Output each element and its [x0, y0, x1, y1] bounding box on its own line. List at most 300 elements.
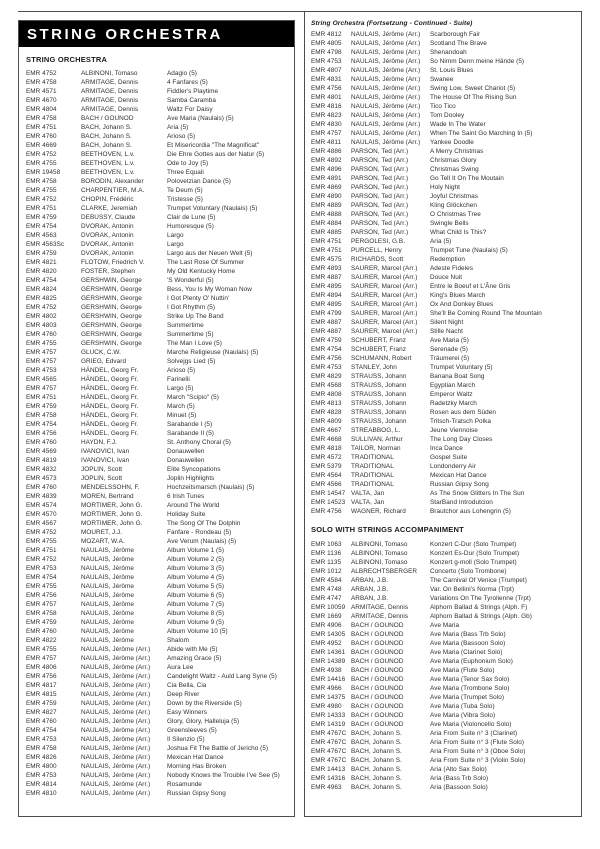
- catalog-code: EMR 4751: [26, 547, 57, 554]
- catalog-code: EMR 4759: [26, 214, 57, 221]
- catalog-composer: NAULAIS, Jérôme (Arr.): [81, 781, 151, 788]
- catalog-row: [311, 657, 578, 666]
- catalog-code: EMR 14333: [311, 712, 346, 719]
- catalog-code: EMR 4887: [311, 274, 342, 281]
- catalog-code: EMR 14547: [311, 490, 346, 497]
- catalog-composer: NAULAIS, Jérôme (Arr.): [351, 67, 421, 74]
- catalog-row: [311, 774, 578, 783]
- catalog-title: Ave Maria (Tenor Sax Solo): [430, 676, 510, 683]
- catalog-title: 6 Irish Tunes: [167, 493, 205, 500]
- catalog-code: EMR 10059: [311, 604, 346, 611]
- catalog-title: Alphorn Ballad & Strings (Alph. F): [430, 604, 528, 611]
- catalog-composer: MOREN, Bertrand: [81, 493, 134, 500]
- catalog-row: [311, 630, 578, 639]
- catalog-composer: NAULAIS, Jérôme (Arr.): [81, 673, 151, 680]
- catalog-title: Fanfare - Rondeau (5): [167, 529, 232, 536]
- catalog-title: Serenade (5): [430, 346, 468, 353]
- catalog-title: Aria (5): [167, 124, 189, 131]
- catalog-composer: SAURER, Marcel (Arr.): [351, 301, 418, 308]
- right-column: [304, 11, 582, 817]
- catalog-row: [311, 594, 578, 603]
- catalog-title: Swing Low, Sweet Chariot (5): [430, 85, 516, 92]
- catalog-row: [311, 30, 578, 39]
- catalog-row: [26, 303, 290, 312]
- catalog-row: [311, 426, 578, 435]
- catalog-composer: BORODIN, Alexander: [81, 178, 144, 185]
- catalog-title: Three Equali: [167, 169, 204, 176]
- catalog-row: [311, 702, 578, 711]
- catalog-title: Ave Maria (Clarinet Solo): [430, 649, 503, 656]
- catalog-composer: DVORAK, Antonin: [81, 241, 134, 248]
- catalog-title: Aria From Suite n° 3 (Violin Solo): [430, 757, 526, 764]
- catalog-title: Ave Maria (Trumpet Solo): [430, 694, 505, 701]
- catalog-code: EMR 4809: [311, 418, 342, 425]
- catalog-row: [311, 648, 578, 657]
- catalog-row: [311, 309, 578, 318]
- catalog-title: 4 Fanfares (5): [167, 79, 208, 86]
- catalog-code: EMR 4755: [26, 187, 57, 194]
- catalog-row: [311, 291, 578, 300]
- catalog-code: EMR 4802: [26, 313, 57, 320]
- catalog-code: EMR 14416: [311, 676, 346, 683]
- catalog-code: EMR 4752: [26, 529, 57, 536]
- catalog-title: Stille Nacht: [430, 328, 463, 335]
- catalog-title: Album Volume 3 (5): [167, 565, 225, 572]
- catalog-title: Arioso (5): [167, 133, 196, 140]
- catalog-row: [311, 39, 578, 48]
- catalog-composer: MORTIMER, John G.: [81, 502, 143, 509]
- catalog-code: EMR 4757: [26, 655, 57, 662]
- catalog-code: EMR 4889: [311, 202, 342, 209]
- catalog-title: Album Volume 7 (5): [167, 601, 225, 608]
- catalog-composer: BACH, Johann S.: [81, 124, 132, 131]
- catalog-row: [311, 498, 578, 507]
- catalog-title: Aria From Suite n° 3 (Flute Solo): [430, 739, 525, 746]
- catalog-code: EMR 4895: [311, 301, 342, 308]
- catalog-code: EMR 4818: [311, 445, 342, 452]
- catalog-code: EMR 4754: [26, 277, 57, 284]
- catalog-composer: WAGNER, Richard: [351, 508, 406, 515]
- catalog-title: The Last Rose Of Summer: [167, 259, 245, 266]
- catalog-composer: SCHUBERT, Franz: [351, 337, 406, 344]
- catalog-composer: NAULAIS, Jérôme: [81, 592, 134, 599]
- catalog-row: [26, 141, 290, 150]
- catalog-composer: NAULAIS, Jérôme: [81, 583, 134, 590]
- catalog-title: Adagio (5): [167, 70, 197, 77]
- catalog-composer: BACH / GOUNOD: [351, 622, 404, 629]
- catalog-code: EMR 4891: [311, 175, 342, 182]
- catalog-code: EMR 4575: [311, 256, 342, 263]
- catalog-composer: STREABBOG, L.: [351, 427, 401, 434]
- catalog-code: EMR 4570: [26, 511, 57, 518]
- catalog-title: Aura Lee: [167, 664, 194, 671]
- catalog-row: [26, 195, 290, 204]
- catalog-row: [26, 492, 290, 501]
- catalog-code: EMR 5379: [311, 463, 342, 470]
- catalog-title: Banana Boat Song: [430, 373, 485, 380]
- catalog-row: [26, 654, 290, 663]
- catalog-title: Aria (Alto Sax Solo): [430, 766, 487, 773]
- catalog-title: Yankee Doodle: [430, 139, 474, 146]
- catalog-code: EMR 4826: [26, 754, 57, 761]
- catalog-row: [26, 600, 290, 609]
- catalog-row: [26, 267, 290, 276]
- catalog-composer: BEETHOVEN, L.v.: [81, 169, 135, 176]
- catalog-composer: PARSON, Ted (Arr.): [351, 193, 409, 200]
- catalog-row: [311, 390, 578, 399]
- catalog-title: Russian Gipsy Song: [430, 481, 489, 488]
- catalog-code: EMR 4832: [26, 466, 57, 473]
- catalog-title: Clair de Lune (5): [167, 214, 216, 221]
- catalog-row: [311, 783, 578, 792]
- catalog-row: [26, 420, 290, 429]
- catalog-row: [311, 174, 578, 183]
- catalog-code: EMR 4804: [26, 106, 57, 113]
- catalog-composer: STANLEY, John: [351, 364, 397, 371]
- catalog-code: EMR 4758: [26, 79, 57, 86]
- catalog-title: Ave Maria (Flute Solo): [430, 667, 495, 674]
- catalog-row: [311, 711, 578, 720]
- catalog-composer: HÄNDEL, Georg Fr.: [81, 430, 139, 437]
- catalog-title: The Carnival Of Venice (Trumpet): [430, 577, 527, 584]
- catalog-composer: TRADITIONAL: [351, 472, 394, 479]
- catalog-composer: NAULAIS, Jérôme (Arr.): [81, 655, 151, 662]
- catalog-composer: HAYDN, F.J.: [81, 439, 117, 446]
- catalog-composer: HÄNDEL, Georg Fr.: [81, 394, 139, 401]
- catalog-code: EMR 4839: [26, 493, 57, 500]
- catalog-code: EMR 4752: [26, 556, 57, 563]
- catalog-composer: PARSON, Ted (Arr.): [351, 220, 409, 227]
- catalog-title: March (5): [167, 403, 195, 410]
- catalog-row: [311, 585, 578, 594]
- catalog-composer: NAULAIS, Jérôme (Arr.): [351, 139, 421, 146]
- catalog-title: Strike Up The Band: [167, 313, 224, 320]
- catalog-row: [311, 273, 578, 282]
- catalog-composer: GRIEG, Edvard: [81, 358, 127, 365]
- catalog-row: [26, 672, 290, 681]
- catalog-code: EMR 4895: [311, 283, 342, 290]
- catalog-title: Rosamunde: [167, 781, 202, 788]
- catalog-code: EMR 4885: [311, 229, 342, 236]
- catalog-code: EMR 4752: [26, 151, 57, 158]
- catalog-code: EMR 4755: [26, 538, 57, 545]
- catalog-row: [311, 558, 578, 567]
- catalog-composer: ARMITAGE, Dennis: [81, 79, 139, 86]
- catalog-code: EMR 4821: [26, 259, 57, 266]
- catalog-row: [26, 564, 290, 573]
- catalog-code: EMR 4767C: [311, 757, 347, 764]
- catalog-composer: MENDELSSOHN, F.: [81, 484, 140, 491]
- catalog-row: [26, 276, 290, 285]
- catalog-row: [311, 201, 578, 210]
- catalog-row: [311, 603, 578, 612]
- catalog-title: Holiday Suite: [167, 511, 206, 518]
- catalog-code: EMR 4751: [311, 238, 342, 245]
- catalog-code: EMR 4760: [26, 718, 57, 725]
- catalog-title: A Merry Christmas: [430, 148, 484, 155]
- catalog-code: EMR 4754: [26, 223, 57, 230]
- catalog-composer: NAULAIS, Jérôme (Arr.): [81, 790, 151, 797]
- catalog-row: [311, 102, 578, 111]
- catalog-composer: DEBUSSY, Claude: [81, 214, 136, 221]
- catalog-title: Wade In The Water: [430, 121, 486, 128]
- catalog-composer: STRAUSS, Johann: [351, 409, 407, 416]
- catalog-code: EMR 4573: [26, 475, 57, 482]
- catalog-row: [26, 456, 290, 465]
- catalog-code: EMR 4584: [311, 577, 342, 584]
- catalog-row: [26, 96, 290, 105]
- catalog-composer: TRADITIONAL: [351, 463, 394, 470]
- catalog-title: Scotland The Brave: [430, 40, 487, 47]
- catalog-row: [311, 219, 578, 228]
- catalog-code: EMR 4568: [311, 382, 342, 389]
- catalog-title: My Old Kentucky Home: [167, 268, 236, 275]
- catalog-row: [311, 372, 578, 381]
- catalog-code: EMR 4567: [26, 520, 57, 527]
- catalog-code: EMR 4800: [26, 763, 57, 770]
- catalog-code: EMR 4758: [26, 178, 57, 185]
- catalog-row: [26, 312, 290, 321]
- catalog-title: Sarabande II (5): [167, 430, 214, 437]
- catalog-code: EMR 4753: [311, 364, 342, 371]
- catalog-code: EMR 4758: [26, 115, 57, 122]
- catalog-title: Around The World: [167, 502, 220, 509]
- catalog-code: EMR 4815: [26, 691, 57, 698]
- catalog-code: EMR 14389: [311, 658, 346, 665]
- right-column-content: [305, 12, 581, 792]
- catalog-row: [26, 222, 290, 231]
- catalog-row: [26, 582, 290, 591]
- catalog-code: EMR 4757: [311, 130, 342, 137]
- catalog-composer: NAULAIS, Jérôme (Arr.): [81, 763, 151, 770]
- catalog-row: [311, 246, 578, 255]
- catalog-code: EMR 4896: [311, 166, 342, 173]
- catalog-row: [311, 693, 578, 702]
- catalog-title: Scarborough Fair: [430, 31, 481, 38]
- catalog-title: Var. On Bellini's Norma (Trpt): [430, 586, 515, 593]
- catalog-composer: GLUCK, C.W.: [81, 349, 121, 356]
- catalog-code: EMR 4811: [311, 139, 342, 146]
- catalog-code: EMR 4894: [311, 292, 342, 299]
- catalog-composer: DVORAK, Antonin: [81, 250, 134, 257]
- catalog-row: [26, 348, 290, 357]
- catalog-row: [26, 321, 290, 330]
- catalog-title: Album Volume 9 (5): [167, 619, 225, 626]
- catalog-code: EMR 4757: [26, 349, 57, 356]
- catalog-row: [26, 771, 290, 780]
- catalog-title: Tritsch-Tratsch Polka: [430, 418, 491, 425]
- catalog-row: [311, 756, 578, 765]
- catalog-composer: BACH / GOUNOD: [351, 703, 404, 710]
- catalog-code: EMR 14375: [311, 694, 346, 701]
- catalog-row: [26, 537, 290, 546]
- catalog-composer: BACH, Johann S.: [351, 757, 402, 764]
- catalog-code: EMR 19458: [26, 169, 61, 176]
- catalog-composer: STRAUSS, Johann: [351, 400, 407, 407]
- catalog-code: EMR 4756: [311, 508, 342, 515]
- catalog-title: Fiddler's Playtime: [167, 88, 219, 95]
- catalog-row: [26, 384, 290, 393]
- catalog-row: [311, 228, 578, 237]
- catalog-row: [311, 354, 578, 363]
- catalog-code: EMR 4886: [311, 148, 342, 155]
- catalog-row: [311, 747, 578, 756]
- left-catalog-list: [19, 69, 294, 798]
- catalog-composer: BACH / GOUNOD: [351, 631, 404, 638]
- catalog-title: Hochzeitsmarsch (Naulais) (5): [167, 484, 255, 491]
- catalog-row: [311, 210, 578, 219]
- catalog-row: [26, 438, 290, 447]
- catalog-title: Bess, You Is My Woman Now: [167, 286, 252, 293]
- catalog-title: Te Deum (5): [167, 187, 203, 194]
- catalog-composer: CHOPIN, Frédéric: [81, 196, 134, 203]
- catalog-title: Arioso (5): [167, 367, 196, 374]
- catalog-title: So Nimm Denn meine Hände (5): [430, 58, 525, 65]
- catalog-row: [311, 336, 578, 345]
- catalog-row: [311, 399, 578, 408]
- catalog-row: [26, 402, 290, 411]
- catalog-title: King's Blues March: [430, 292, 486, 299]
- catalog-composer: GERSHWIN, George: [81, 304, 142, 311]
- catalog-row: [26, 546, 290, 555]
- catalog-title: Trumpet Tune (Naulais) (5): [430, 247, 508, 254]
- catalog-code: EMR 4757: [26, 358, 57, 365]
- catalog-code: EMR 4760: [26, 439, 57, 446]
- catalog-composer: NAULAIS, Jérôme: [81, 556, 134, 563]
- catalog-row: [26, 186, 290, 195]
- catalog-row: [311, 75, 578, 84]
- catalog-composer: NAULAIS, Jérôme (Arr.): [81, 700, 151, 707]
- catalog-code: EMR 4812: [311, 31, 342, 38]
- catalog-code: EMR 4756: [26, 592, 57, 599]
- catalog-title: Farinelli: [167, 376, 190, 383]
- catalog-code: EMR 4759: [26, 700, 57, 707]
- catalog-title: Holy Night: [430, 184, 460, 191]
- catalog-code: EMR 14316: [311, 775, 346, 782]
- catalog-code: EMR 4890: [311, 193, 342, 200]
- catalog-code: EMR 4829: [311, 373, 342, 380]
- catalog-composer: TRADITIONAL: [351, 454, 394, 461]
- catalog-code: EMR 14523: [311, 499, 346, 506]
- catalog-title: Ave Maria (Trombone Solo): [430, 685, 510, 692]
- catalog-code: EMR 4810: [26, 790, 57, 797]
- catalog-row: [26, 753, 290, 762]
- catalog-code: EMR 1669: [311, 613, 342, 620]
- catalog-composer: SCHUMANN, Robert: [351, 355, 412, 362]
- catalog-title: Donauwellen: [167, 457, 205, 464]
- catalog-composer: DVORAK, Antonin: [81, 223, 134, 230]
- catalog-code: EMR 4753: [26, 772, 57, 779]
- catalog-title: Swanee: [430, 76, 454, 83]
- catalog-composer: SAURER, Marcel (Arr.): [351, 292, 418, 299]
- catalog-composer: GERSHWIN, George: [81, 313, 142, 320]
- catalog-composer: JOPLIN, Scott: [81, 466, 123, 473]
- solo-section-heading: SOLO WITH STRINGS ACCOMPANIMENT: [311, 525, 464, 534]
- catalog-row: [311, 549, 578, 558]
- catalog-row: [311, 282, 578, 291]
- catalog-title: Donauwellen: [167, 448, 205, 455]
- catalog-composer: SAURER, Marcel (Arr.): [351, 319, 418, 326]
- catalog-composer: NAULAIS, Jérôme (Arr.): [351, 85, 421, 92]
- catalog-title: When The Saint Go Marching In (5): [430, 130, 533, 137]
- catalog-title: Shenandoah: [430, 49, 467, 56]
- catalog-code: EMR 4753: [26, 736, 57, 743]
- catalog-row: [311, 666, 578, 675]
- catalog-composer: NAULAIS, Jérôme: [81, 574, 134, 581]
- catalog-title: Album Volume 8 (5): [167, 610, 225, 617]
- catalog-title: Tom Dooley: [430, 112, 465, 119]
- catalog-row: [26, 645, 290, 654]
- catalog-composer: NAULAIS, Jérôme (Arr.): [351, 130, 421, 137]
- catalog-code: EMR 4760: [26, 133, 57, 140]
- catalog-code: EMR 4807: [311, 67, 342, 74]
- catalog-composer: PURCELL, Henry: [351, 247, 402, 254]
- catalog-composer: NAULAIS, Jérôme: [81, 547, 134, 554]
- catalog-code: EMR 4753: [311, 58, 342, 65]
- catalog-title: Joplin Highlights: [167, 475, 215, 482]
- catalog-code: EMR 4755: [26, 160, 57, 167]
- catalog-row: [26, 573, 290, 582]
- catalog-title: Mexican Hat Dance: [430, 472, 487, 479]
- catalog-composer: ALBINONI, Tomaso: [81, 70, 138, 77]
- catalog-code: EMR 4820: [26, 268, 57, 275]
- catalog-title: Inca Dance: [430, 445, 463, 452]
- catalog-composer: SAURER, Marcel (Arr.): [351, 274, 418, 281]
- catalog-composer: HÄNDEL, Georg Fr.: [81, 403, 139, 410]
- catalog-row: [311, 381, 578, 390]
- catalog-code: EMR 4751: [311, 247, 342, 254]
- catalog-code: EMR 14413: [311, 766, 346, 773]
- catalog-row: [26, 510, 290, 519]
- catalog-title: Entre le Boeuf et L'Âne Gris: [430, 283, 511, 290]
- catalog-code: EMR 4824: [26, 286, 57, 293]
- catalog-title: Kling Glöckchen: [430, 202, 477, 209]
- catalog-code: EMR 4805: [311, 40, 342, 47]
- catalog-composer: NAULAIS, Jérôme (Arr.): [351, 121, 421, 128]
- catalog-title: Album Volume 10 (5): [167, 628, 228, 635]
- catalog-title: Morning Has Broken: [167, 763, 227, 770]
- catalog-composer: GERSHWIN, George: [81, 295, 142, 302]
- catalog-row: [26, 474, 290, 483]
- catalog-composer: GERSHWIN, George: [81, 322, 142, 329]
- catalog-code: EMR 4760: [26, 484, 57, 491]
- catalog-title: Down by the Riverside (5): [167, 700, 242, 707]
- catalog-code: EMR 4668: [311, 436, 342, 443]
- catalog-code: EMR 4759: [26, 403, 57, 410]
- catalog-row: [26, 159, 290, 168]
- catalog-code: EMR 4574: [26, 502, 57, 509]
- catalog-title: Go Tell It On The Moutain: [430, 175, 504, 182]
- catalog-composer: CHARPENTIER, M.A.: [81, 187, 145, 194]
- catalog-composer: ARMITAGE, Dennis: [351, 613, 409, 620]
- catalog-code: EMR 4752: [26, 196, 57, 203]
- catalog-code: EMR 4564: [311, 472, 342, 479]
- catalog-row: [311, 255, 578, 264]
- catalog-title: Ave Maria: [430, 622, 460, 629]
- catalog-row: [26, 708, 290, 717]
- catalog-title: The Long Day Closes: [430, 436, 493, 443]
- catalog-composer: MOZART, W.A.: [81, 538, 125, 545]
- catalog-row: [26, 699, 290, 708]
- catalog-code: EMR 4816: [311, 103, 342, 110]
- catalog-row: [26, 168, 290, 177]
- catalog-code: EMR 1135: [311, 559, 342, 566]
- catalog-code: EMR 4753: [26, 367, 57, 374]
- catalog-composer: VALTA, Jan: [351, 490, 385, 497]
- catalog-row: [311, 738, 578, 747]
- catalog-title: Silent Night: [430, 319, 464, 326]
- catalog-composer: PARSON, Ted (Arr.): [351, 175, 409, 182]
